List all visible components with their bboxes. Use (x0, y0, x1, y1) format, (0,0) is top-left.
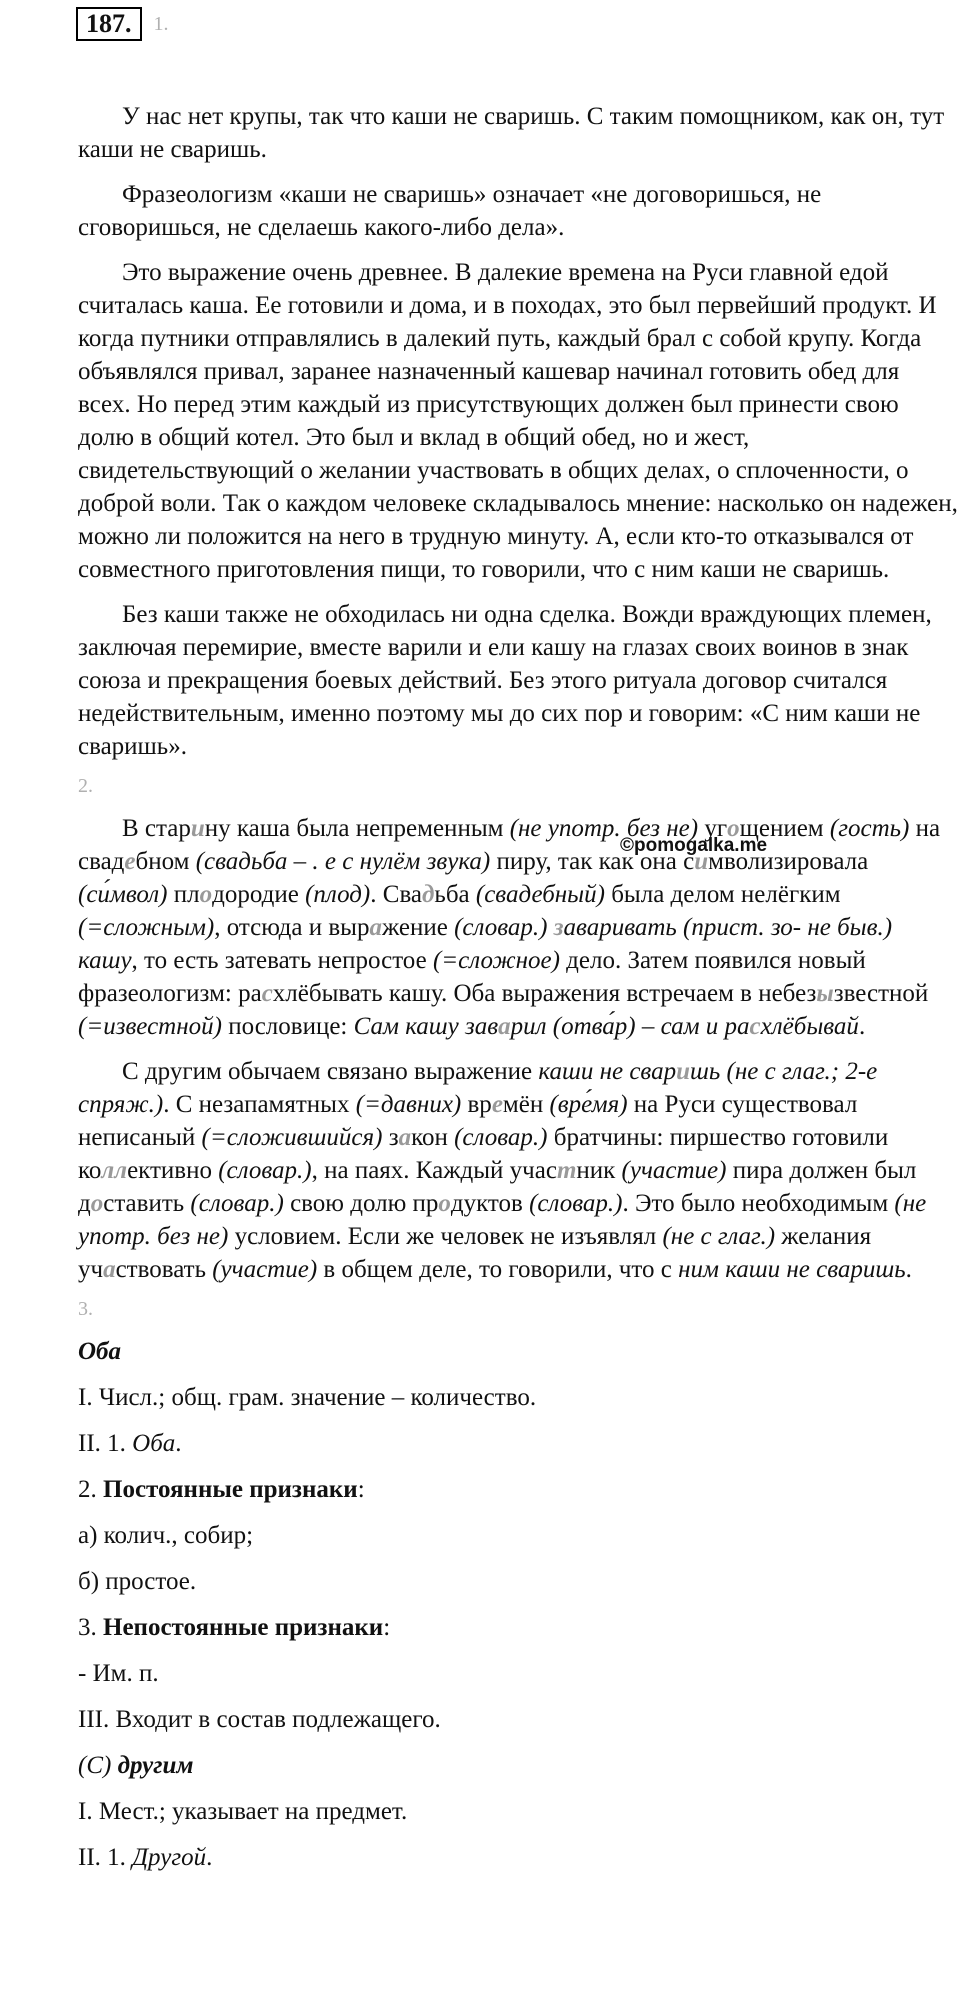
note-text: хлёбывай (760, 1013, 859, 1040)
analysis-line (78, 1427, 960, 1460)
text-run: дородие (212, 881, 306, 908)
text-run: на свад (78, 815, 941, 875)
note-text: (=сложное) (432, 947, 560, 974)
note-text: рил (отва́р) – сам и ра (510, 1013, 750, 1040)
note-text: (словар.) (454, 1124, 548, 1151)
spelling-highlight: с (749, 1013, 761, 1040)
punct: : (383, 1614, 391, 1641)
spelling-highlight: с (261, 980, 273, 1007)
text-run: , на паях. Каждый учас (311, 1157, 557, 1184)
spelling-highlight: т (556, 1157, 577, 1184)
exercise-content (78, 100, 960, 1887)
line-number: 2. (78, 1476, 103, 1503)
punct: : (357, 1476, 365, 1503)
note-text: (=известной) (78, 1013, 222, 1040)
note-text: (словар.) (190, 1190, 284, 1217)
note-text: (словар.) (529, 1190, 623, 1217)
text-run: В стар (122, 815, 191, 842)
note-text: (си́мвол) (78, 881, 168, 908)
note-text: (=сложившийся) (201, 1124, 383, 1151)
initial-form: Оба (132, 1430, 176, 1457)
paragraph: Фразеологизм «каши не сваришь» означает «не договоришься, не сговоришься, не сделаешь какого-либо дела». (78, 181, 822, 241)
spelling-highlight: и (190, 815, 205, 842)
text-run: ник (576, 1157, 622, 1184)
paragraph: Это выражение очень древнее. В далекие времена на Руси главной едой считалась каша. Ее готовили и дома, и в походах, это был первейший продукт. И когда путники отправлялись в далекий путь, каждый брал с собой крупу. Когда объявлялся привал, заранее назначенный кашевар начинал готовить обед для всех. Но перед этим каждый из присутствующих должен был принести свою долю в общий котел. Это был и вклад в общий обед, но и жест, свидетельствующий о желании участвовать в общих делах, о сплоченности, о доброй воли. Так о каждом человеке складывалось мнение: насколько он надежен, можно ли положится на него в трудную минуту. А, если кто-то отказывался от совместного приготовления пищи, то говорили, что с ним каши не сваришь. (78, 259, 958, 583)
spelling-highlight: д (422, 881, 435, 908)
note-text: (свадьба – . е с нулём звука) (195, 848, 491, 875)
text-run: . (858, 1013, 866, 1040)
text-run: . С незапамятных (163, 1091, 356, 1118)
note-text: ним каши не сваришь (678, 1256, 906, 1283)
note-text: (участие) (212, 1256, 318, 1283)
note-text: (плод) (305, 881, 371, 908)
text-run: , отсюда и выр (214, 914, 370, 941)
text-run: дело. Затем появился новый фразеологизм: ра (78, 947, 866, 1007)
spelling-highlight: а (369, 914, 382, 941)
note-text: каши не свар (538, 1058, 677, 1085)
analysis-line (78, 1473, 960, 1506)
paragraph: У нас нет крупы, так что каши не сваришь. С таким помощником, как он, тут каши не сваришь. (78, 103, 945, 163)
spelling-highlight: а (498, 1013, 511, 1040)
analysis-line (78, 1841, 960, 1874)
spelling-highlight: е (491, 1091, 503, 1118)
line-number: II. 1. (78, 1844, 133, 1871)
analysis-line: а) колич., собир; (78, 1522, 254, 1549)
initial-form: Другой (132, 1844, 207, 1871)
text-run: з (382, 1124, 399, 1151)
spelling-highlight: о (438, 1190, 451, 1217)
word-title: Оба (78, 1338, 122, 1365)
watermark: ©pomogalka.me (620, 835, 768, 856)
spelling-highlight: е (124, 848, 136, 875)
note-text: (=сложным) (78, 914, 215, 941)
note-text: Сам кашу зав (353, 1013, 499, 1040)
text-run: ьба (434, 881, 476, 908)
note-text: (не с глаг.) (662, 1223, 776, 1250)
text-run: бном (135, 848, 196, 875)
text-run: свою долю пр (283, 1190, 439, 1217)
section-number-3: 3. (78, 1298, 93, 1320)
morphological-analysis (78, 1335, 960, 1874)
analysis-paragraph (78, 812, 958, 1043)
text-run: пиру, так как она с (490, 848, 695, 875)
text-run: ну каша была непременным (204, 815, 510, 842)
analysis-line: - Им. п. (78, 1660, 159, 1687)
analysis-line: б) простое. (78, 1568, 197, 1595)
note-text: (свадебный) (475, 881, 605, 908)
text-run: мволизировала (708, 848, 869, 875)
text-run: уг (698, 815, 728, 842)
text-run: , то есть затевать непростое (131, 947, 433, 974)
text-run: на Руси существовал неписаный (78, 1091, 858, 1151)
note-text: (участие) (621, 1157, 727, 1184)
spelling-highlight: и (676, 1058, 691, 1085)
note-text: (словар.) (218, 1157, 312, 1184)
line-number: 3. (78, 1614, 103, 1641)
spelling-highlight: о (727, 815, 740, 842)
note-text: (гость) (829, 815, 910, 842)
punct: . (175, 1430, 182, 1457)
text-run: желания уч (78, 1223, 872, 1283)
text-run: братчины: пиршество готовили ко (78, 1124, 889, 1184)
paragraph: Без каши также не обходилась ни одна сделка. Вожди враждующих племен, заключая перемирие, вместе варили и ели кашу на глазах своих воинов в знак союза и прекращения боевых действий. Без этого ритуала договор считался недействительным, именно поэтому мы до сих пор и говорим: «С ним каши не сваришь». (78, 601, 932, 760)
section-number-1: 1. (153, 12, 169, 35)
text-run: вр (461, 1091, 492, 1118)
spelling-highlight: лл (101, 1157, 128, 1184)
punct: . (206, 1844, 213, 1871)
note-text: (словар.) (454, 914, 548, 941)
spelling-highlight: а (103, 1256, 116, 1283)
preposition: (С) (78, 1752, 118, 1779)
text-run: условием. Если же человек не изъявлял (228, 1223, 663, 1250)
spelling-highlight: о (199, 881, 213, 908)
text-run: в общем деле, то говорили, что с (317, 1256, 679, 1283)
analysis-line: III. Входит в состав подлежащего. (78, 1706, 441, 1733)
analysis-paragraph (78, 1055, 958, 1286)
exercise-number: 187. (76, 7, 142, 41)
text-run: ствовать (115, 1256, 213, 1283)
text-run: звестной (833, 980, 929, 1007)
word: другим (117, 1752, 194, 1779)
note-text: (не употр. без не) (509, 815, 699, 842)
text-run: кон (411, 1124, 455, 1151)
text-run: . Это было необходимым (622, 1190, 895, 1217)
spelling-highlight: о (90, 1190, 104, 1217)
text-run: была делом нелёгким (604, 881, 841, 908)
spelling-highlight: а (398, 1124, 412, 1151)
word-title (78, 1749, 960, 1782)
text-run: . (905, 1256, 912, 1283)
text-run: . Сва (370, 881, 423, 908)
text-run: щением (739, 815, 830, 842)
spelling-highlight: и (694, 848, 709, 875)
text-run: С другим обычаем связано выражение (122, 1058, 539, 1085)
text-run: дуктов (450, 1190, 530, 1217)
text-run: пл (167, 881, 200, 908)
text-run: мён (502, 1091, 550, 1118)
note-text: (=давних) (355, 1091, 462, 1118)
bold-label: Непостоянные признаки (103, 1614, 384, 1641)
text-run: пословице: (221, 1013, 354, 1040)
bold-label: Постоянные признаки (103, 1476, 358, 1503)
text-run: ставить (103, 1190, 191, 1217)
spelling-highlight: ы (816, 980, 834, 1007)
exercise-header (76, 6, 169, 42)
text-run: пира должен был д (78, 1157, 917, 1217)
spelling-highlight: з (553, 914, 564, 941)
text-run: ективно (127, 1157, 219, 1184)
note-text: аваривать (прист. зо- не быв.) кашу (78, 914, 893, 974)
analysis-line (78, 1611, 960, 1644)
analysis-line: I. Мест.; указывает на предмет. (78, 1798, 408, 1825)
analysis-line: I. Числ.; общ. грам. значение – количество. (78, 1384, 537, 1411)
text-run: жение (381, 914, 455, 941)
note-text: (не употр. без не) (78, 1190, 927, 1250)
line-number: II. 1. (78, 1430, 133, 1457)
note-text: шь (не с глаг.; 2-е спряж.) (78, 1058, 878, 1118)
text-run: хлёбывать кашу. Оба выражения встречаем в небез (272, 980, 817, 1007)
note-text: (вре́мя) (549, 1091, 628, 1118)
section-number-2: 2. (78, 775, 93, 797)
